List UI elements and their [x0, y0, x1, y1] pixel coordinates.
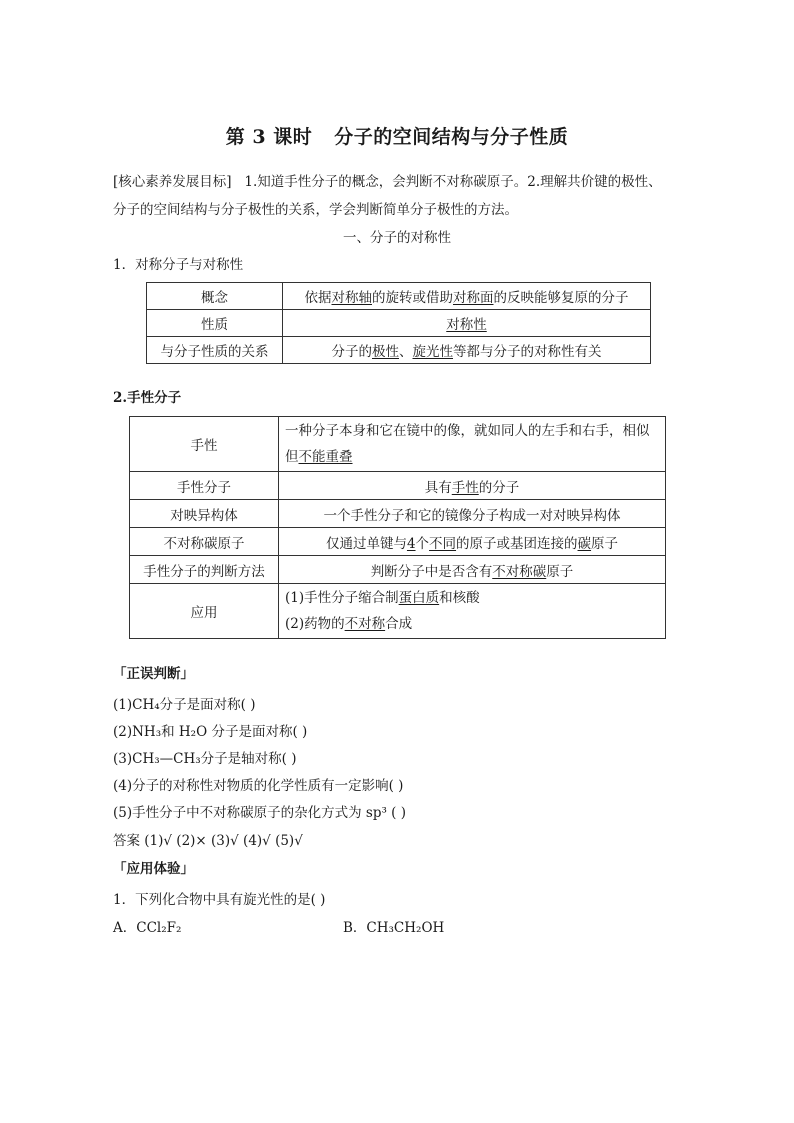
row-label: 手性分子: [130, 472, 279, 500]
row-label: 与分子性质的关系: [147, 337, 283, 364]
goals-line-1: [113, 173, 662, 191]
option-b: B．CH₃CH₂OH: [343, 920, 445, 936]
judge-heading: 「正误判断」: [113, 666, 194, 682]
apply-heading: 「应用体验」: [113, 861, 194, 877]
row-label: 性质: [147, 310, 283, 337]
option-a: A．CCl₂F₂: [113, 920, 182, 936]
row-value: 对称性: [283, 310, 651, 337]
table-row: [147, 310, 651, 337]
row-value: 一个手性分子和它的镜像分子构成一对对映异构体: [279, 500, 666, 528]
chiral-table: [129, 416, 666, 639]
row-label: 手性: [130, 417, 279, 472]
list-item: (2)NH₃和 H₂O 分子是面对称( ): [113, 724, 308, 740]
row-value: 具有手性的分子: [279, 472, 666, 500]
row-value: 仅通过单键与4个不同的原子或基团连接的碳原子: [279, 528, 666, 556]
answer-line: 答案 (1)√ (2)× (3)√ (4)√ (5)√: [113, 833, 303, 849]
table-row: [130, 417, 666, 472]
row-label: 应用: [130, 584, 279, 639]
row-label: 手性分子的判断方法: [130, 556, 279, 584]
list-item: (5)手性分子中不对称碳原子的杂化方式为 sp³ ( ): [113, 805, 407, 821]
row-value: 分子的极性、旋光性等都与分子的对称性有关: [283, 337, 651, 364]
table-row: [147, 337, 651, 364]
row-value: 一种分子本身和它在镜中的像，就如同人的左手和右手，相似 但不能重叠: [279, 417, 666, 472]
question-1: 1．下列化合物中具有旋光性的是( ): [113, 892, 326, 908]
table-row: [147, 283, 651, 310]
page-title: [0, 122, 794, 149]
goals-text-1: 1.知道手性分子的概念，会判断不对称碳原子。2.理解共价键的极性、: [244, 174, 662, 190]
list-item: (1)CH₄分子是面对称( ): [113, 697, 256, 713]
goals-line-2: 分子的空间结构与分子极性的关系，学会判断简单分子极性的方法。: [113, 202, 518, 218]
goals-tag: [核心素养发展目标]: [113, 174, 232, 190]
table-row: [130, 556, 666, 584]
symmetry-table: [146, 282, 651, 364]
row-value: 依据对称轴的旋转或借助对称面的反映能够复原的分子: [283, 283, 651, 310]
row-value: 判断分子中是否含有不对称碳原子: [279, 556, 666, 584]
row-label: 对映异构体: [130, 500, 279, 528]
symmetry-heading: 1．对称分子与对称性: [113, 257, 244, 273]
chiral-heading: 2.手性分子: [113, 390, 182, 406]
row-label: 不对称碳原子: [130, 528, 279, 556]
title-lesson: 第 3 课时: [225, 126, 313, 148]
section-title-symmetry: 一、分子的对称性: [343, 230, 451, 246]
table-row: [130, 472, 666, 500]
table-row: [130, 528, 666, 556]
list-item: (3)CH₃—CH₃分子是轴对称( ): [113, 751, 297, 767]
row-value: (1)手性分子缩合制蛋白质和核酸 (2)药物的不对称合成: [279, 584, 666, 639]
list-item: (4)分子的对称性对物质的化学性质有一定影响( ): [113, 778, 404, 794]
row-label: 概念: [147, 283, 283, 310]
table-row: [130, 584, 666, 639]
title-topic: 分子的空间结构与分子性质: [334, 126, 569, 148]
table-row: [130, 500, 666, 528]
